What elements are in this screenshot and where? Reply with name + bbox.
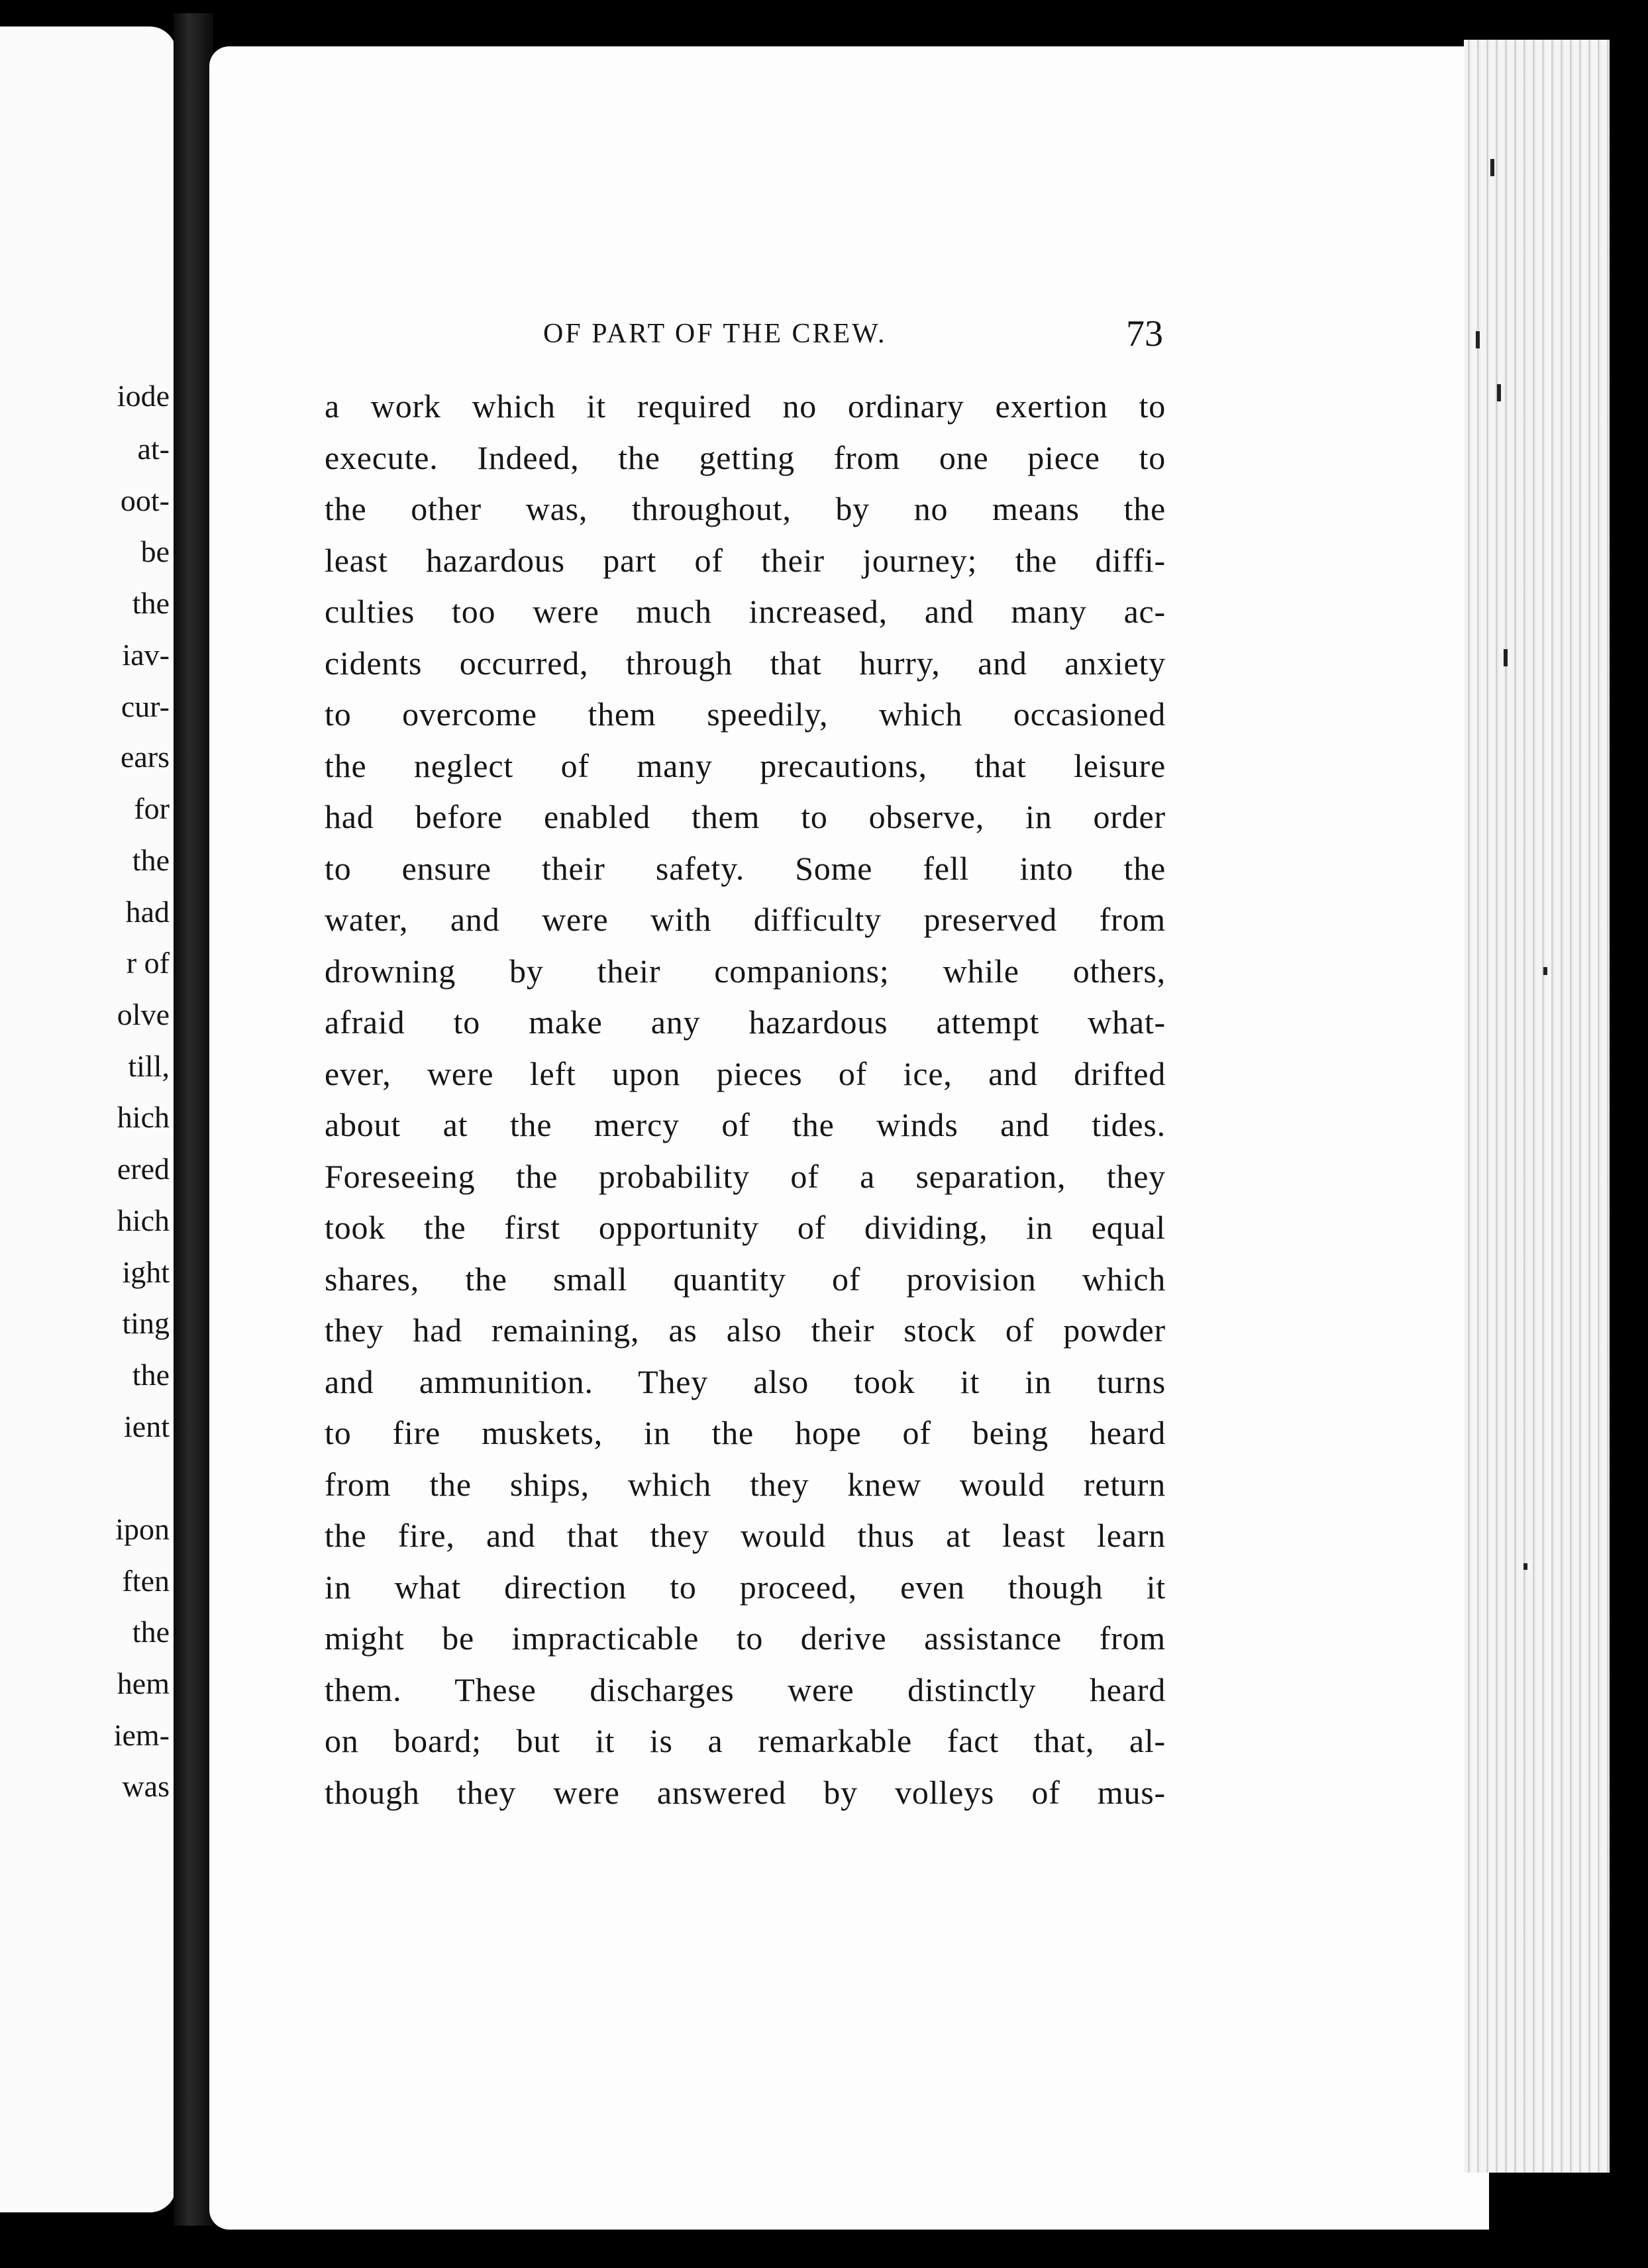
left-page-fragment: till, [128, 1049, 170, 1083]
left-page-fragment: ears [120, 740, 170, 774]
left-page-fragment: ight [122, 1255, 170, 1289]
edge-mark [1504, 649, 1508, 666]
left-page-fragment: iav- [122, 638, 170, 672]
left-page-fragment: ting [122, 1306, 170, 1340]
left-page-fragment: r of [126, 946, 170, 980]
left-page [0, 26, 176, 2212]
text-line: drowning by their companions; while others, [325, 952, 1166, 990]
text-line: took the first opportunity of dividing, in equal [325, 1209, 1166, 1246]
left-page-fragment: ipon [115, 1512, 170, 1546]
left-page-fragment: ient [124, 1410, 170, 1443]
page-edges [1464, 40, 1610, 2173]
edge-mark [1490, 159, 1494, 176]
text-line: to ensure their safety. Some fell into the [325, 849, 1166, 887]
left-page-fragment: iode [117, 379, 170, 413]
text-line: the other was, throughout, by no means the [325, 490, 1166, 527]
text-line: to overcome them speedily, which occasioned [325, 696, 1166, 733]
left-page-fragment: ften [122, 1564, 170, 1598]
edge-mark [1523, 1563, 1527, 1570]
text-line: them. These discharges were distinctly heard [325, 1671, 1166, 1708]
text-line: Foreseeing the probability of a separation, they [325, 1157, 1166, 1195]
text-line: afraid to make any hazardous attempt what- [325, 1004, 1166, 1041]
text-line: in what direction to proceed, even though it [325, 1568, 1166, 1606]
gutter-shadow [174, 13, 213, 2226]
left-page-fragment: cur- [121, 690, 170, 723]
edge-mark [1476, 331, 1480, 348]
left-page-fragment: hem [117, 1667, 170, 1700]
text-line: culties too were much increased, and many ac- [325, 593, 1166, 630]
edge-mark [1543, 967, 1547, 975]
page-number: 73 [1126, 313, 1163, 354]
left-page-fragment: hich [117, 1100, 170, 1134]
text-line: execute. Indeed, the getting from one piece to [325, 438, 1166, 476]
left-page-fragment: had [125, 895, 170, 929]
edge-mark [1497, 384, 1501, 401]
left-page-fragment: the [132, 586, 170, 620]
text-line: water, and were with difficulty preserved from [325, 901, 1166, 938]
text-line: though they were answered by volleys of mus- [325, 1773, 1166, 1811]
left-page-fragment: the [132, 843, 170, 877]
left-page-fragment: olve [117, 998, 170, 1031]
text-line: the neglect of many precautions, that leisure [325, 747, 1166, 784]
left-page-fragment: the [132, 1615, 170, 1649]
left-page-fragment: ered [117, 1152, 170, 1186]
text-line: shares, the small quantity of provision which [325, 1260, 1166, 1298]
text-line: they had remaining, as also their stock of powder [325, 1312, 1166, 1349]
left-page-fragment: oot- [120, 484, 170, 517]
left-page-fragment: be [140, 535, 170, 568]
text-line: cidents occurred, through that hurry, and anxiety [325, 644, 1166, 682]
text-line: might be impracticable to derive assistance from [325, 1620, 1166, 1657]
text-line: about at the mercy of the winds and tides. [325, 1106, 1166, 1143]
running-head: OF PART OF THE CREW. [543, 319, 887, 349]
text-line: ever, were left upon pieces of ice, and drifted [325, 1055, 1166, 1092]
left-page-fragment: for [134, 792, 170, 825]
text-line: least hazardous part of their journey; the diffi- [325, 541, 1166, 579]
text-line: on board; but it is a remarkable fact that, al- [325, 1722, 1166, 1759]
text-line: and ammunition. They also took it in turns [325, 1363, 1166, 1400]
left-page-fragment: the [132, 1358, 170, 1392]
text-line: from the ships, which they knew would return [325, 1465, 1166, 1503]
left-page-fragment: iem- [113, 1718, 170, 1752]
left-page-fragment: was [122, 1769, 170, 1803]
text-line: the fire, and that they would thus at least learn [325, 1517, 1166, 1554]
text-line: had before enabled them to observe, in order [325, 798, 1166, 835]
left-page-fragment: at- [137, 432, 170, 466]
body-text [325, 381, 1166, 1818]
text-line: a work which it required no ordinary exertion to [325, 387, 1166, 425]
left-page-fragment: hich [117, 1204, 170, 1237]
text-line: to fire muskets, in the hope of being heard [325, 1414, 1166, 1451]
